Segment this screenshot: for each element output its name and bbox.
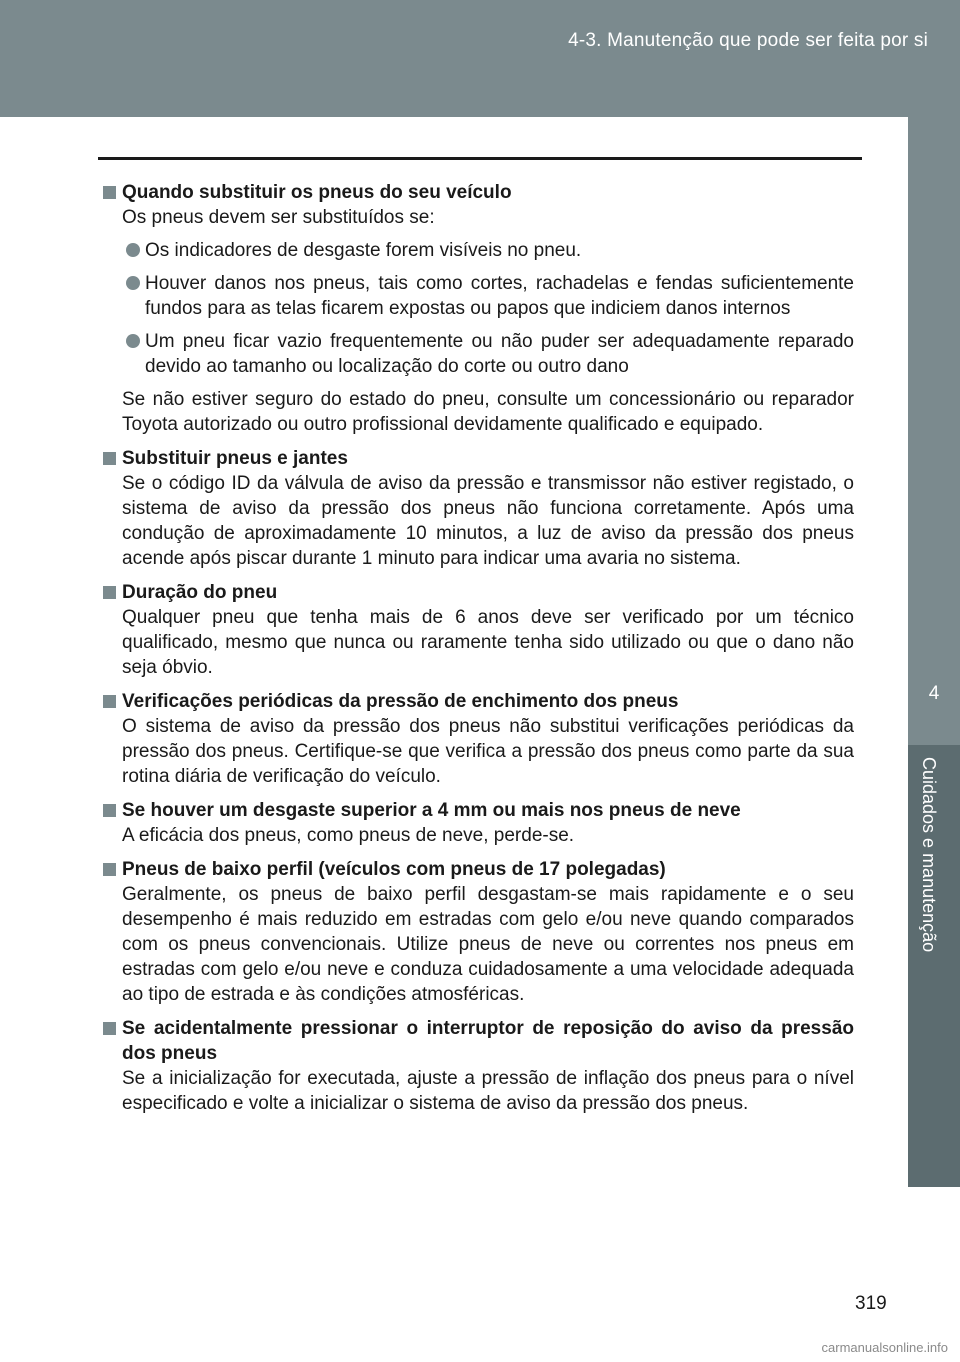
section-intro: Os pneus devem ser substituídos se: (122, 207, 435, 228)
section-heading (100, 446, 854, 471)
square-bullet-icon (103, 452, 116, 465)
section-body: Se a inicialização for executada, ajuste a pressão de inflação dos pneus para o nível especificado e volte a inicializar o sistema de aviso da pressão dos pneus. (122, 1068, 854, 1114)
chapter-label: Cuidados e manutenção (919, 757, 939, 953)
section-heading (100, 857, 854, 882)
page-header-title: 4-3. Manutenção que pode ser feita por si (568, 30, 928, 51)
circle-bullet-icon (126, 334, 140, 348)
circle-bullet-icon (126, 243, 140, 257)
list-item-text: Os indicadores de desgaste forem visíveis no pneu. (145, 240, 582, 261)
list-item-text: Um pneu ficar vazio frequentemente ou não puder ser adequadamente reparado devido ao tamanho ou localização do corte ou outro dano (145, 331, 854, 377)
square-bullet-icon (103, 804, 116, 817)
section-replace-wheels (100, 446, 854, 571)
list-item (100, 329, 854, 379)
square-bullet-icon (103, 863, 116, 876)
section-body: Se o código ID da válvula de aviso da pressão e transmissor não estiver registado, o sistema de aviso da pressão dos pneus não funciona corretamente. Após uma condução de aproximadamente 10 minutos, a luz de aviso da pressão dos pneus acende após piscar durante 1 minuto para indicar uma avaria no sistema. (122, 473, 854, 569)
section-heading (100, 798, 854, 823)
section-heading-text: Se acidentalmente pressionar o interruptor de reposição do aviso da pressão dos pneus (122, 1018, 854, 1064)
section-heading-text: Substituir pneus e jantes (122, 448, 348, 469)
list-item (100, 271, 854, 321)
section-heading-text: Quando substituir os pneus do seu veículo (122, 182, 512, 203)
section-heading-text: Verificações periódicas da pressão de enchimento dos pneus (122, 691, 679, 712)
square-bullet-icon (103, 1022, 116, 1035)
section-heading (100, 580, 854, 605)
list-item (100, 238, 854, 263)
section-heading (100, 689, 854, 714)
section-body: Qualquer pneu que tenha mais de 6 anos deve ser verificado por um técnico qualificado, mesmo que nunca ou raramente tenha sido utilizado ou que o dano não seja óbvio. (122, 607, 854, 678)
square-bullet-icon (103, 695, 116, 708)
list-item-text: Houver danos nos pneus, tais como cortes, rachadelas e fendas suficientemente fundos para as telas ficarem expostas ou papos que indiciem danos internos (145, 273, 854, 319)
section-body: Geralmente, os pneus de baixo perfil desgastam-se mais rapidamente e o seu desempenho é mais reduzido em estradas com gelo e/ou neve quando comparados com os pneus convencionais. Utilize pneus de neve ou correntes nos pneus em estradas com gelo e/ou neve e conduza cuidadosamente a uma velocidade adequada ao tipo de estrada e às condições atmosféricas. (122, 884, 854, 1005)
circle-bullet-icon (126, 276, 140, 290)
watermark-text: carmanualsonline.info (821, 1340, 948, 1355)
section-replace-tires (100, 180, 854, 437)
section-snow-tire-wear (100, 798, 854, 848)
section-heading (100, 1016, 854, 1066)
section-body: A eficácia dos pneus, como pneus de neve, perde-se. (122, 825, 575, 846)
main-content (100, 180, 854, 1125)
header-band (0, 0, 960, 117)
section-heading-text: Duração do pneu (122, 582, 278, 603)
chapter-number: 4 (928, 683, 940, 704)
square-bullet-icon (103, 186, 116, 199)
section-body: O sistema de aviso da pressão dos pneus não substitui verificações periódicas da pressão dos pneus. Certifique-se que verifica a pressão dos pneus como parte da sua rotina diária de verificação do veículo. (122, 716, 854, 787)
square-bullet-icon (103, 586, 116, 599)
section-body: Se não estiver seguro do estado do pneu, consulte um concessionário ou reparador Toyota autorizado ou outro profissional devidamente qualificado e equipado. (122, 389, 854, 435)
section-heading-text: Pneus de baixo perfil (veículos com pneus de 17 polegadas) (122, 859, 666, 880)
section-heading (100, 180, 854, 205)
header-rule (98, 157, 862, 160)
section-pressure-checks (100, 689, 854, 789)
section-low-profile-tires (100, 857, 854, 1007)
page-number: 319 (855, 1293, 887, 1314)
section-reset-switch (100, 1016, 854, 1116)
section-heading-text: Se houver um desgaste superior a 4 mm ou mais nos pneus de neve (122, 800, 741, 821)
section-tire-lifespan (100, 580, 854, 680)
